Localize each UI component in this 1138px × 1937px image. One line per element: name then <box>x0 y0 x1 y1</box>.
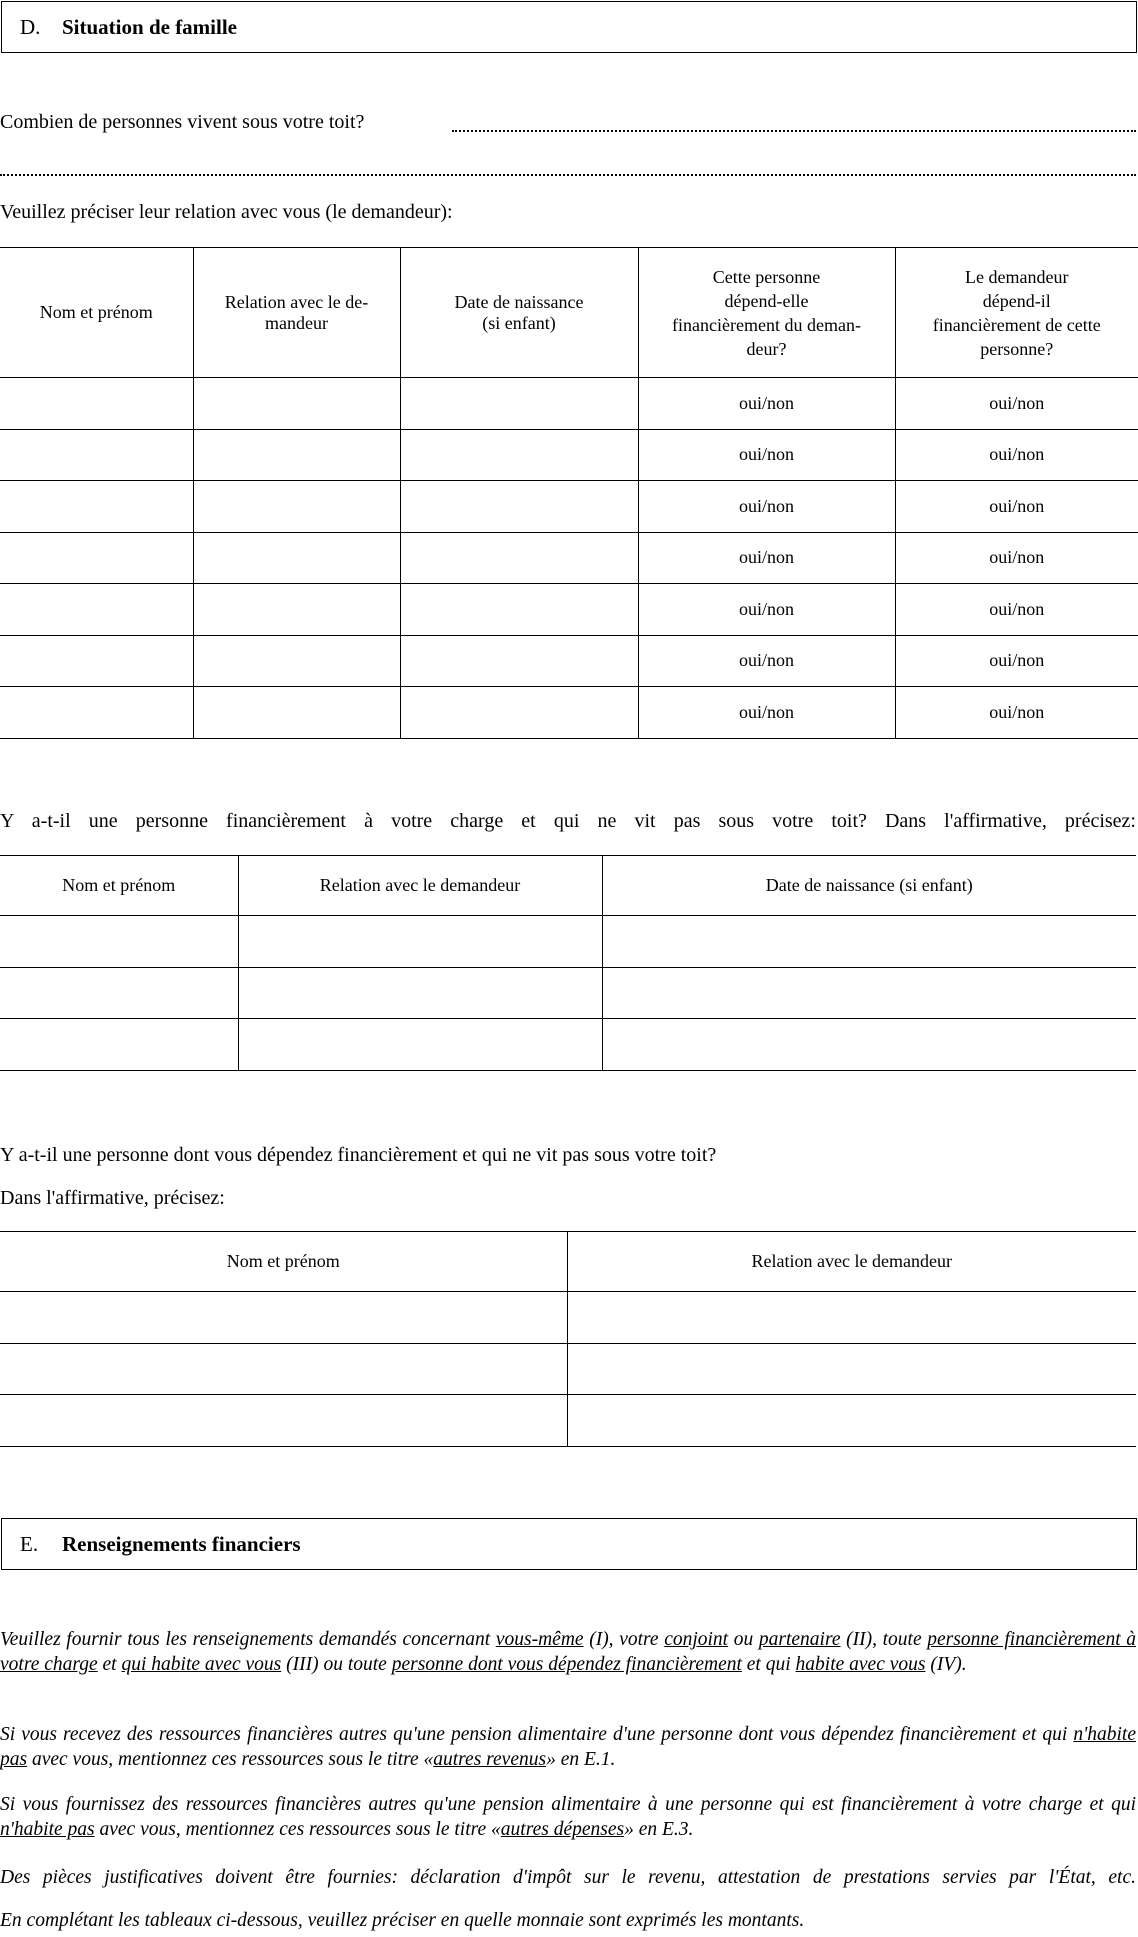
section-d-letter: D. <box>20 14 41 39</box>
table-cell[interactable] <box>0 1395 567 1447</box>
underlined-other-income: autres revenus <box>433 1749 547 1770</box>
table-cell[interactable] <box>567 1343 1136 1395</box>
table-cell[interactable] <box>0 481 193 533</box>
answer-persons-line-1[interactable] <box>452 130 1136 132</box>
section-d-title: Situation de famille <box>62 14 238 39</box>
question-depend-on: Y a-t-il une personne dont vous dépendez financièrement et qui ne vit pas sous votre toit? <box>0 1144 717 1166</box>
col-header-relation: Relation avec le demandeur <box>567 1232 1136 1292</box>
underlined-not-living: n'habite pas <box>0 1724 1136 1770</box>
section-d-header <box>1 1 1137 53</box>
col-header-name: Nom et prénom <box>0 248 193 378</box>
table-cell[interactable]: oui/non <box>638 687 895 739</box>
table-cell[interactable] <box>0 687 193 739</box>
table-row <box>0 429 1138 481</box>
table-cell[interactable] <box>400 584 638 636</box>
underlined-provider: personne dont vous dépendez financièrement <box>391 1654 742 1675</box>
col-header-person-depends: Cette personne dépend-elle financièrement du deman- deur? <box>638 248 895 378</box>
col-header-name: Nom et prénom <box>0 1232 567 1292</box>
section-e-letter: E. <box>20 1531 39 1556</box>
table-cell[interactable] <box>193 429 400 481</box>
table-cell[interactable] <box>400 378 638 430</box>
table-cell[interactable] <box>238 916 602 968</box>
table-cell[interactable] <box>400 532 638 584</box>
table-row <box>0 967 1136 1019</box>
table-cell[interactable] <box>0 635 193 687</box>
table-cell[interactable] <box>0 916 238 968</box>
table-cell[interactable]: oui/non <box>895 635 1138 687</box>
table-cell[interactable]: oui/non <box>895 687 1138 739</box>
table-cell[interactable] <box>193 635 400 687</box>
table-row <box>0 1019 1136 1071</box>
paragraph-supporting-docs: Des pièces justificatives doivent être fournies: déclaration d'impôt sur le revenu, attestation de prestations servies par l'État, etc. <box>0 1867 1136 1888</box>
table-row <box>0 378 1138 430</box>
col-header-name: Nom et prénom <box>0 856 238 916</box>
dependent-table <box>0 855 1136 1071</box>
table-row <box>0 1292 1136 1344</box>
table-cell[interactable] <box>567 1395 1136 1447</box>
table-cell[interactable] <box>0 967 238 1019</box>
table-cell[interactable]: oui/non <box>895 481 1138 533</box>
paragraph-currency: En complétant les tableaux ci-dessous, veuillez préciser en quelle monnaie sont exprimés les montants. <box>0 1910 805 1931</box>
table-row <box>0 481 1138 533</box>
underlined-lives-with: qui habite avec vous <box>121 1654 282 1675</box>
table-row <box>0 916 1136 968</box>
underlined-partner: partenaire <box>758 1629 841 1650</box>
table-cell[interactable] <box>0 1292 567 1344</box>
table-cell[interactable] <box>193 584 400 636</box>
underlined-self: vous-même <box>495 1629 584 1650</box>
table-cell[interactable]: oui/non <box>638 429 895 481</box>
table-cell[interactable] <box>400 687 638 739</box>
table-cell[interactable] <box>0 1019 238 1071</box>
section-e-header <box>1 1518 1137 1570</box>
question-relation: Veuillez préciser leur relation avec vous (le demandeur): <box>0 201 453 223</box>
table-cell[interactable]: oui/non <box>895 532 1138 584</box>
table-cell[interactable]: oui/non <box>638 481 895 533</box>
table-cell[interactable] <box>400 429 638 481</box>
table-cell[interactable]: oui/non <box>638 635 895 687</box>
table-row <box>0 1343 1136 1395</box>
table-cell[interactable] <box>193 481 400 533</box>
table-cell[interactable] <box>193 687 400 739</box>
underlined-dependent: personne financièrement à votre charge <box>0 1629 1137 1675</box>
table-cell[interactable] <box>400 635 638 687</box>
table-row <box>0 584 1138 636</box>
question-depend-on-2: Dans l'affirmative, précisez: <box>0 1187 225 1209</box>
paragraph-instructions: Veuillez fournir tous les renseignements demandés concernant vous-même (I), votre conjoint ou partenaire (II), toute personne financièrement à votre charge et qui habite avec vous (III) ou toute personne dont vous dépendez financièrement et qui habite avec vous (IV). <box>0 1629 1137 1675</box>
table-row <box>0 1395 1136 1447</box>
table-cell[interactable] <box>0 532 193 584</box>
table-cell[interactable] <box>0 378 193 430</box>
section-e-title: Renseignements financiers <box>62 1531 301 1556</box>
table-cell[interactable] <box>193 532 400 584</box>
table-cell[interactable] <box>602 916 1136 968</box>
underlined-spouse: conjoint <box>664 1629 729 1650</box>
question-persons: Combien de personnes vivent sous votre toit? <box>0 111 365 133</box>
question-dependent: Y a-t-il une personne financièrement à votre charge et qui ne vit pas sous votre toit? Dans l'affirmative, précisez: <box>0 810 1136 832</box>
paragraph-other-income: Si vous recevez des ressources financières autres qu'une pension alimentaire d'une personne dont vous dépendez financièrement et qui n'habite pas avec vous, mentionnez ces ressources sous le titre «autres revenus» en E.1. <box>0 1724 1136 1770</box>
table-cell[interactable] <box>400 481 638 533</box>
answer-persons-line-2[interactable] <box>0 174 1136 176</box>
col-header-birthdate: Date de naissance (si enfant) <box>400 248 638 378</box>
table-row <box>0 687 1138 739</box>
table-cell[interactable] <box>567 1292 1136 1344</box>
underlined-not-living: n'habite pas <box>0 1819 95 1840</box>
table-cell[interactable] <box>193 378 400 430</box>
col-header-relation: Relation avec le de- mandeur <box>193 248 400 378</box>
table-cell[interactable]: oui/non <box>895 584 1138 636</box>
table-row <box>0 635 1138 687</box>
col-header-birthdate: Date de naissance (si enfant) <box>602 856 1136 916</box>
household-table <box>0 247 1138 739</box>
table-cell[interactable] <box>602 1019 1136 1071</box>
col-header-applicant-depends: Le demandeur dépend-il financièrement de cette personne? <box>895 248 1138 378</box>
table-cell[interactable]: oui/non <box>638 532 895 584</box>
table-cell[interactable] <box>238 1019 602 1071</box>
table-cell[interactable]: oui/non <box>638 584 895 636</box>
table-cell[interactable] <box>602 967 1136 1019</box>
table-cell[interactable]: oui/non <box>638 378 895 430</box>
underlined-other-expenses: autres dépenses <box>500 1819 625 1840</box>
table-row <box>0 532 1138 584</box>
table-cell[interactable]: oui/non <box>895 429 1138 481</box>
col-header-relation: Relation avec le demandeur <box>238 856 602 916</box>
paragraph-other-expenses: Si vous fournissez des ressources financières autres qu'une pension alimentaire à une personne qui est financièrement à votre charge et qui n'habite pas avec vous, mentionnez ces ressources sous le titre «autres dépenses» en E.3. <box>0 1794 1136 1840</box>
table-cell[interactable] <box>0 584 193 636</box>
table-cell[interactable] <box>0 1343 567 1395</box>
underlined-lives-with-2: habite avec vous <box>795 1654 926 1675</box>
table-cell[interactable]: oui/non <box>895 378 1138 430</box>
table-cell[interactable] <box>0 429 193 481</box>
table-cell[interactable] <box>238 967 602 1019</box>
provider-table <box>0 1231 1136 1447</box>
